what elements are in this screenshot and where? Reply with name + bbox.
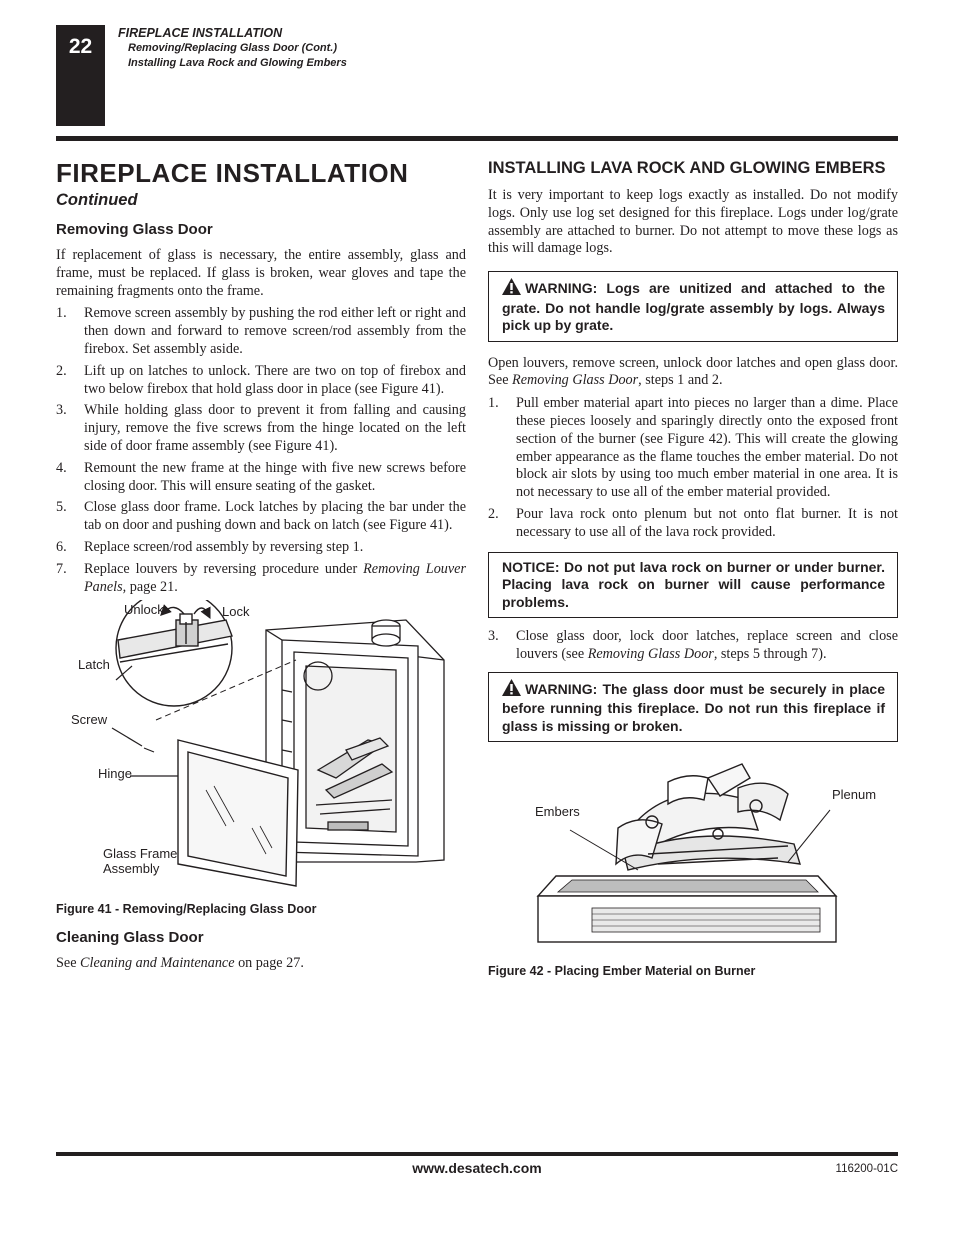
warning-text: WARNING: Logs are unitized and attached to the grate. Do not handle log/grate assembly by logs. Always pick up by grate. xyxy=(502,280,885,334)
open-louvers-text: Open louvers, remove screen, unlock door latches and open glass door. See Removing Glass Door, steps 1 and 2. xyxy=(488,354,898,389)
lava-rock-intro: It is very important to keep logs exactly as installed. Do not modify logs. Only use log set designed for this fireplace. Logs under log/grate assembly are attached to burner. Do not attempt to move these logs as this will damage logs. xyxy=(488,187,898,257)
page-subtitle: Continued xyxy=(56,191,138,209)
header-rule xyxy=(56,136,898,141)
footer-url: www.desatech.com xyxy=(412,1160,542,1176)
lava-rock-heading: INSTALLING LAVA ROCK AND GLOWING EMBERS xyxy=(488,159,886,177)
list-item: 1. Pull ember material apart into pieces no larger than a dime. Place these pieces loosely and sparingly directly onto the exposed front section of the burner (see Figure 42). This will create the glowing ember appearance as the flame touches the ember material. Do not block air slots by using too much ember material in one area. It is not necessary to use all of the ember material provided. xyxy=(488,395,898,501)
label-unlock: Unlock xyxy=(124,602,164,618)
list-item: 1. Remove screen assembly by pushing the rod either left or right and then down and forward to remove screen/rod assembly from the firebox. Set assembly aside. xyxy=(56,305,466,357)
figure-41-illustration xyxy=(56,600,466,890)
figure-42-illustration xyxy=(488,758,898,958)
removing-intro: If replacement of glass is necessary, the entire assembly, glass and frame, must be replaced. If glass is broken, wear gloves and tape the remaining fragments onto the frame. xyxy=(56,247,466,299)
label-plenum: Plenum xyxy=(832,787,877,803)
notice-box xyxy=(488,552,898,619)
label-glass-frame-assembly: Assembly xyxy=(103,861,160,877)
list-item: 2. Lift up on latches to unlock. There are two on top of firebox and two below firebox that hold glass door in place (see Figure 41). xyxy=(56,362,466,397)
lava-rock-steps xyxy=(488,395,898,541)
cross-reference: Removing Louver Panels, xyxy=(84,560,466,595)
label-embers: Embers xyxy=(535,804,580,820)
cross-reference: Removing Glass Door xyxy=(512,372,639,389)
page-number: 22 xyxy=(68,35,93,58)
warning-icon xyxy=(502,278,521,300)
cleaning-glass-door-heading: Cleaning Glass Door xyxy=(56,929,204,947)
list-item: 4. Remount the new frame at the hinge with five new screws before closing door. This will ensure seating of the gasket. xyxy=(56,459,466,494)
label-hinge: Hinge xyxy=(98,766,132,782)
lava-rock-step-3 xyxy=(488,628,898,664)
removing-glass-door-heading: Removing Glass Door xyxy=(56,221,213,238)
list-item: 7. Replace louvers by reversing procedure under Removing Louver Panels, page 21. xyxy=(56,560,466,595)
cleaning-text: See Cleaning and Maintenance on page 27. xyxy=(56,955,304,972)
running-header xyxy=(118,26,347,71)
footer-document-code: 116200-01C xyxy=(835,1163,898,1175)
list-item: 5. Close glass door frame. Lock latches by placing the bar under the tab on door and pushing down and back on latch (see Figure 41). xyxy=(56,499,466,534)
warning-icon xyxy=(502,679,521,701)
cross-reference: Cleaning and Maintenance xyxy=(80,955,235,972)
page-number-tab xyxy=(56,25,105,126)
label-latch: Latch xyxy=(78,657,110,673)
header-section-title: FIREPLACE INSTALLATION xyxy=(118,26,283,40)
label-screw: Screw xyxy=(71,712,108,728)
warning-box xyxy=(488,271,898,342)
figure-42-caption: Figure 42 - Placing Ember Material on Burner xyxy=(488,964,756,979)
removing-steps xyxy=(56,305,466,596)
notice-text: NOTICE: Do not put lava rock on burner or under burner. Placing lava rock on burner will cause performance problems. xyxy=(502,558,885,610)
warning-text: WARNING: The glass door must be securely in place before running this fireplace. Do not run this fireplace if glass is missing or broken. xyxy=(502,680,885,734)
cross-reference: Removing Glass Door xyxy=(587,645,714,662)
label-lock: Lock xyxy=(222,604,250,620)
label-glass-frame: Glass Frame xyxy=(103,846,178,862)
footer-rule xyxy=(56,1152,898,1156)
list-item: 3. While holding glass door to prevent it from falling and causing injury, remove the five screws from the hinge located on the left side of door frame assembly (see Figure 41). xyxy=(56,402,466,454)
list-item: 6. Replace screen/rod assembly by reversing step 1. xyxy=(56,538,364,555)
list-item: 2. Pour lava rock onto plenum but not onto flat burner. It is not necessary to use all of the lava rock provided. xyxy=(488,506,898,540)
list-item: 3. Close glass door, lock door latches, replace screen and close louvers (see Removing Glass Door, steps 5 through 7). xyxy=(488,628,898,662)
right-column xyxy=(488,158,898,978)
left-column xyxy=(56,156,466,973)
figure-41-caption: Figure 41 - Removing/Replacing Glass Door xyxy=(56,902,317,917)
page-title: FIREPLACE INSTALLATION xyxy=(56,158,409,188)
header-subsection: Installing Lava Rock and Glowing Embers xyxy=(128,57,347,69)
warning-box xyxy=(488,672,898,743)
header-subsection: Removing/Replacing Glass Door (Cont.) xyxy=(128,42,338,54)
